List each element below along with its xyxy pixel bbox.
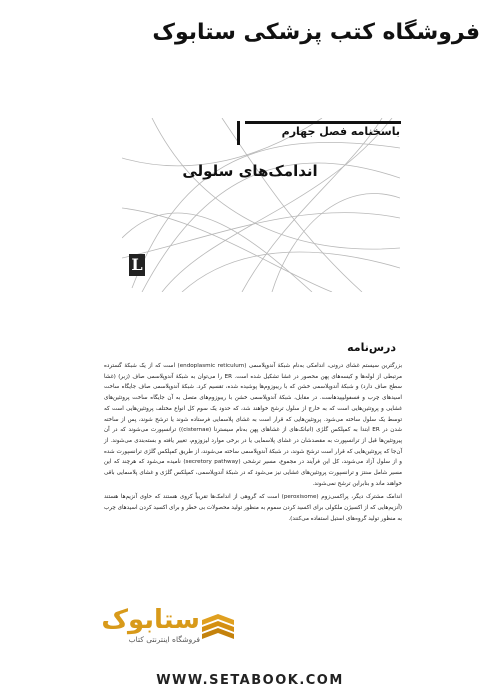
store-title: فروشگاه کتب پزشکی ستابوک bbox=[152, 20, 480, 45]
lesson-paragraph: بزرگترین سیستم غشای درونی، اندامکی به‌نام شبکهٔ آندوپلاسمی (endoplasmic reticulum) است که از یک شبکهٔ گسترده مرتبطی از لوله‌ها و کیسه‌های پهن محصور در غشا تشکیل شده است. ER را می‌توان به شبکهٔ آندوپلاسمی صاف (زبر) (غشا سطح صاف دارد) و شبکهٔ آندوپلاسمی خشن که با ریبوزوم‌ها پوشیده شده، تقسیم کرد. شبکهٔ آندوپلاسمی صاف جایگاه ساخت اسیدهای چرب و فسفولیپیدهاست. در مقابل، شبکهٔ آندوپلاسمی خشن با ریبوزوم‌های متصل به آن جایگاه ساخت پروتئین‌های غشایی و پروتئین‌هایی است که به خارج از سلول ترشح خواهند شد، که حدود یک سوم کل انواع مختلف پروتئین‌هایی است که توسط یک سلول ساخته می‌شود. پروتئین‌هایی که قرار است به غشای پلاسمایی فرستاده شوند یا ترشح شوند، پس از ساخته شدن در ER ابتدا به کمپلکس گلژی (انبانک‌های از غشاهای پهن به‌نام سیسترنا (cisternae)) ترانسپورت می‌شوند که در آن پیروتئین‌ها قبل از ترانسپورت به مقصدشان در غشای پلاسمایی یا در برخی موارد لیزوزوم، تغییر یافته و بسته‌بندی می‌شوند. از آن‌جا که پروتئین‌هایی که قرار است ترشح شوند، در شبکهٔ آندوپلاسمی ساخته می‌شوند، از طریق کمپلکس گلژی ترانسپورت شده و از سلول آزاد می‌شوند، کل این فرآیند در مجموع، مسیر ترشحی (secretory pathway) نامیده می‌شود که هرچند که این مسیر شامل سنتز و ترانسپورت پروتئین‌های غشایی نیز می‌شود که در شبکهٔ آندوپلاسمی، کمپلکس گلژی و غشای پلاسمایی باقی خواهند ماند و بنابراین ترشح نمی‌شوند. bbox=[104, 363, 403, 487]
chapter-title: اندامک‌های سلولی bbox=[182, 162, 318, 180]
book-stack-icon bbox=[200, 612, 236, 644]
chapter-letter-badge: L bbox=[129, 254, 145, 276]
chapter-banner bbox=[122, 118, 400, 292]
logo-wordmark: ستابوک bbox=[101, 605, 200, 635]
lesson-body bbox=[104, 361, 402, 525]
lesson-paragraph: اندامک مشترک دیگر، پراکسی‌زوم (peroxisome) است که گروهی از اندامک‌ها تقریباً کروی هستند که حاوی آنزیم‌ها هستند (آنزیم‌هایی که از اکسیژن ملکولی برای اکسید کردن سموم به منظور تولید محصولات بی خطر و برای اکسید کردن اسیدهای چرب به منظور تولید گروه‌های استیل استفاده می‌کنند). bbox=[104, 494, 402, 522]
chapter-rule-top bbox=[245, 121, 401, 124]
section-heading: درس‌نامه bbox=[347, 341, 396, 354]
logo-subtitle: فروشگاه اینترنتی کتاب bbox=[128, 635, 200, 644]
website-url[interactable]: WWW.SETABOOK.COM bbox=[156, 673, 344, 688]
decorative-curves bbox=[122, 118, 400, 292]
setabook-logo bbox=[14, 601, 264, 653]
chapter-label: باسخنامه فصل جهارم bbox=[281, 125, 400, 138]
